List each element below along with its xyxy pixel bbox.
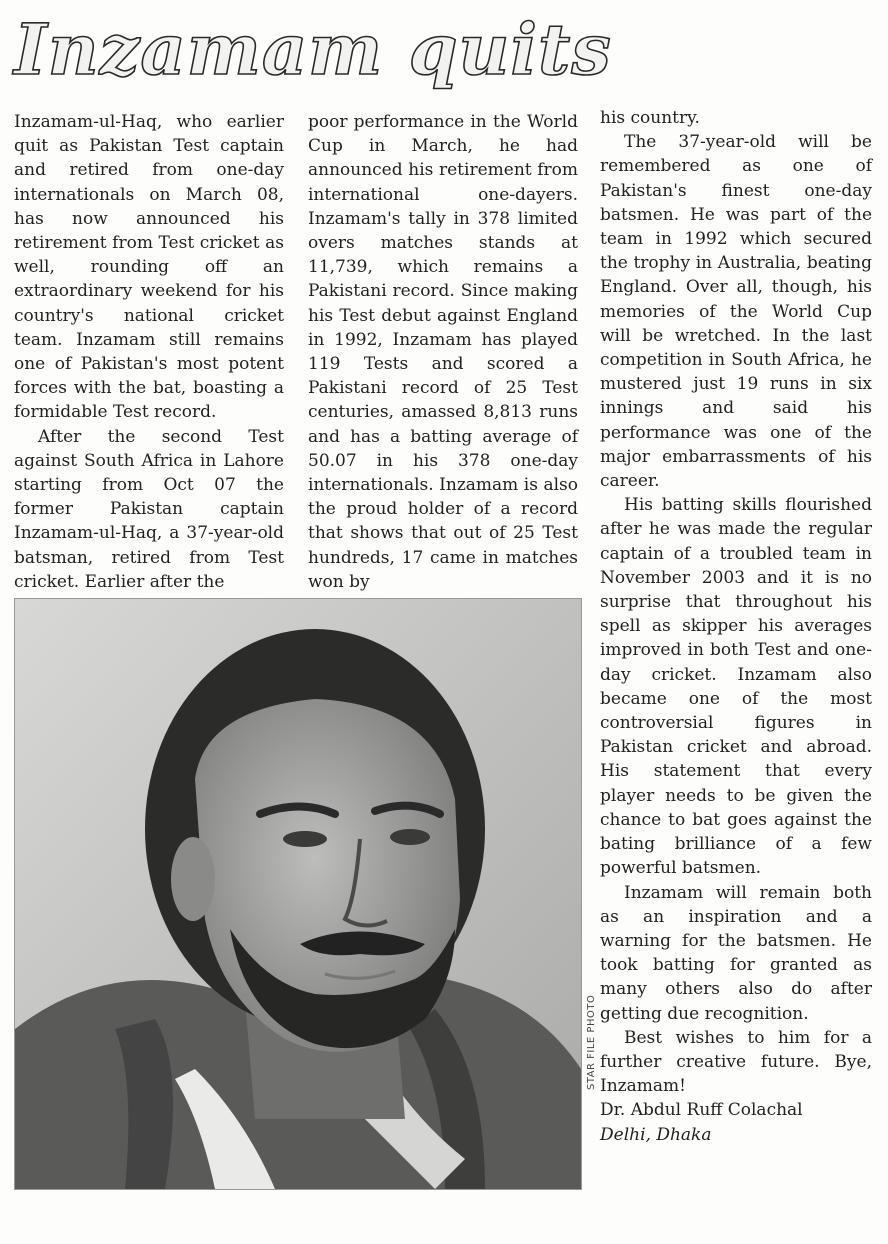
headline: Inzamam quits xyxy=(14,8,612,91)
portrait-illustration xyxy=(15,599,581,1189)
article-paragraph: After the second Test against South Africa in Lahore starting from Oct 07 the former Pakistan captain Inzamam-ul-Haq, a 37-year-old batsman, retired from Test cricket. Earlier after the xyxy=(14,426,284,592)
article-paragraph: poor performance in the World Cup in March, he had announced his retirement from international one-dayers. Inzamam's tally in 378 limited overs matches stands at 11,739, which remains a Pakistani record. Since making his Test debut against England in 1992, Inzamam has played 119 Tests and scored a Pakistani record of 25 Test centuries, amassed 8,813 runs and has a batting average of 50.07 in his 378 one-day internationals. Inzamam is also the proud holder of a record that shows that out of 25 Test hundreds, 17 came in matches won by xyxy=(308,112,578,592)
inzamam-photo xyxy=(14,598,582,1190)
article-column-2 xyxy=(308,110,578,594)
article-paragraph: Inzamam-ul-Haq, who earlier quit as Pakistan Test captain and retired from one-day internationals on March 08, has now announced his retirement from Test cricket as well, rounding off an extraordinary weekend for his country's national cricket team. Inzamam still remains one of Pakistan's most potent forces with the bat, boasting a formidable Test record. xyxy=(14,112,284,423)
article-column-1 xyxy=(14,110,284,594)
article-paragraph: Best wishes to him for a further creative future. Bye, Inzamam! xyxy=(600,1027,872,1097)
article-column-3 xyxy=(600,106,872,1147)
article-paragraph: Inzamam will remain both as an inspiration and a warning for the batsmen. He took batting for granted as many others also do after getting due recognition. xyxy=(600,882,872,1024)
author-name: Dr. Abdul Ruff Colachal xyxy=(600,1100,803,1121)
article-paragraph: his country. xyxy=(600,108,700,128)
article-paragraph: The 37-year-old will be remembered as one of Pakistan's finest one-day batsmen. He was part of the team in 1992 which secured the trophy in Australia, beating England. Over all, though, his memories of the World Cup will be wretched. In the last competition in South Africa, he mustered just 19 runs in six innings and said his performance was one of the major embarrassments of his career. xyxy=(600,132,872,492)
author-location: Delhi, Dhaka xyxy=(600,1124,712,1145)
photo-credit: STAR FILE PHOTO xyxy=(586,994,597,1090)
article-paragraph: His batting skills flourished after he was made the regular captain of a troubled team in November 2003 and it is no surprise that throughout his spell as skipper his averages improved in both Test and one-day cricket. Inzamam also became one of the most controversial figures in Pakistan cricket and abroad. His statement that every player needs to be given the chance to bat goes against the bating brilliance of a few powerful batsmen. xyxy=(600,495,872,879)
